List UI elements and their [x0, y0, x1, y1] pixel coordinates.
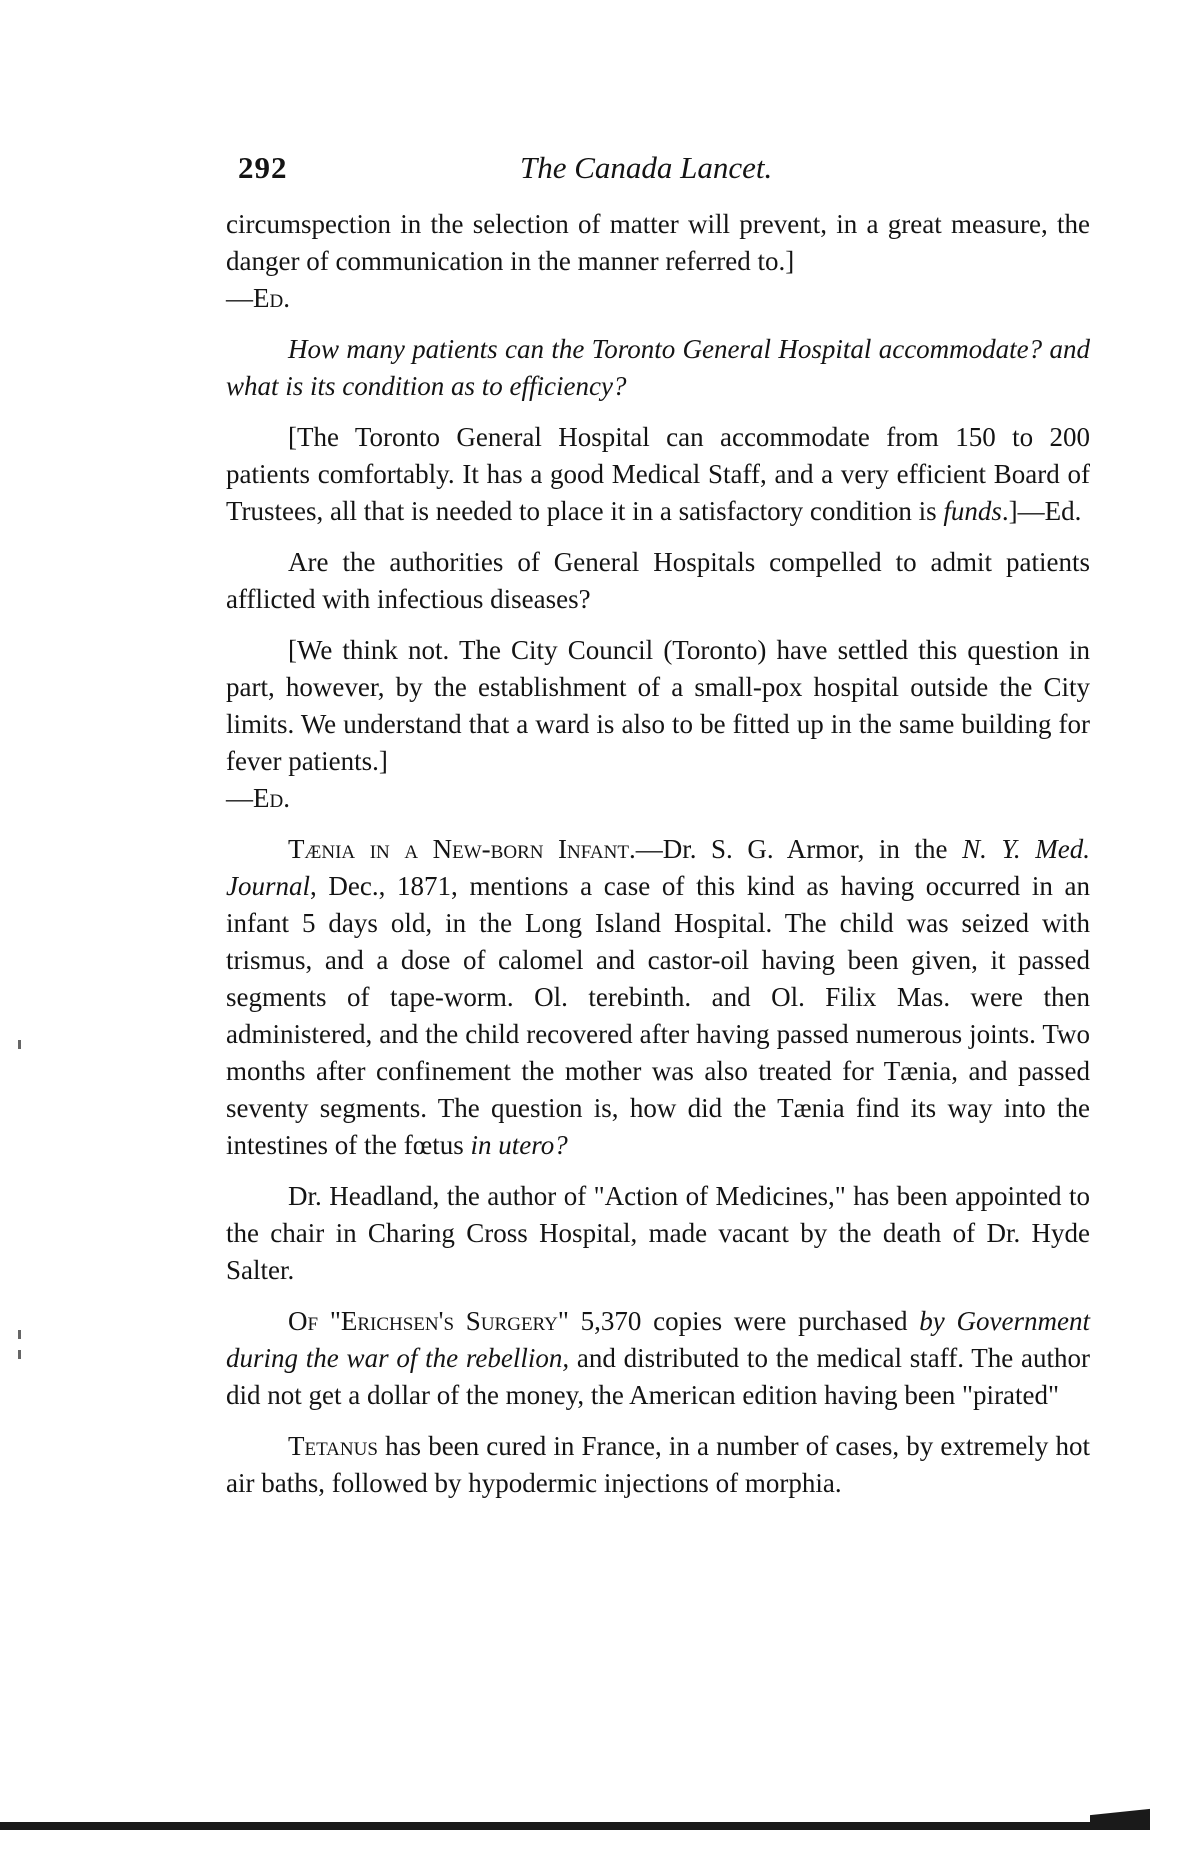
article-taenia — [226, 831, 1090, 1164]
article-tetanus — [226, 1428, 1090, 1502]
scan-mark — [18, 1330, 21, 1339]
editor-signature: —Ed. — [226, 783, 290, 813]
emphasis-government: by Government during the war of the rebellion, — [226, 1306, 1090, 1373]
page-header — [238, 150, 1090, 190]
question-infectious-diseases — [226, 544, 1090, 618]
article-headland — [226, 1178, 1090, 1289]
emphasis-in-utero: in utero? — [470, 1130, 568, 1160]
paragraph-text: , Dec., 1871, mentions a case of this kind as having occurred in an infant 5 days old, in the Long Island Hospital. The child was seized with trismus, and a dose of calomel and castor-oil having been given, it passed segments of tape-worm. Ol. terebinth. and Ol. Filix Mas. were then administered, and the child recovered after having passed numerous joints. Two months after confinement the mother was also treated for Tænia, and passed seventy segments. The question is, how did the Tænia find its way into the intestines of the fœtus — [226, 871, 1090, 1160]
paragraph-text: has been cured in France, in a number of cases, by extremely hot air baths, followed by hypodermic injections of morphia. — [226, 1431, 1090, 1498]
emphasis-funds: funds — [943, 496, 1002, 526]
paragraph-text: How many patients can the Toronto General Hospital accommodate? and what is its condition as to efficiency? — [226, 334, 1090, 401]
paragraph-text: and distributed to the medical staff. The author did not get a dollar of the money, the American edition having been "pirated" — [226, 1343, 1090, 1410]
answer-infectious-diseases — [226, 632, 1090, 817]
paragraph-text: Are the authorities of General Hospitals compelled to admit patients afflicted with infectious diseases? — [226, 547, 1090, 614]
paragraph-text: [We think not. The City Council (Toronto) have settled this question in part, however, by the establishment of a small-pox hospital outside the City limits. We understand that a ward is also to be fitted up in the same building for fever patients.] — [226, 635, 1090, 776]
paragraph-text: circumspection in the selection of matter will prevent, in a great measure, the danger of communication in the manner referred to.] — [226, 209, 1090, 276]
book-title: "Erichsen's Surgery" — [329, 1306, 569, 1336]
scan-mark — [18, 1350, 21, 1359]
answer-hospital-capacity — [226, 419, 1090, 530]
section-heading: Tetanus — [288, 1431, 378, 1461]
scan-mark — [18, 1040, 21, 1049]
article-body — [226, 206, 1090, 1516]
article-erichsen — [226, 1303, 1090, 1414]
journal-title: N. Y. Med. Journal — [226, 834, 1090, 901]
paragraph-text: [The Toronto General Hospital can accommodate from 150 to 200 patients comfortably. It has a good Medical Staff, and a very efficient Board of Trustees, all that is needed to place it in a satisfactory condition is — [226, 422, 1090, 526]
page-number: 292 — [238, 150, 288, 185]
question-hospital-capacity — [226, 331, 1090, 405]
paragraph-lead: Of — [288, 1306, 330, 1336]
section-heading: Tænia in a New-born Infant. — [288, 834, 636, 864]
paragraph-text: 5,370 copies were purchased — [568, 1306, 920, 1336]
paragraph-text: —Dr. S. G. Armor, in the — [635, 834, 963, 864]
paragraph-continuation — [226, 206, 1090, 317]
bottom-rule — [0, 1822, 1150, 1830]
editor-signature: —Ed. — [226, 283, 290, 313]
running-title: The Canada Lancet. — [520, 150, 773, 185]
editor-signature: .]—Ed. — [1001, 496, 1082, 526]
paragraph-text: Dr. Headland, the author of "Action of Medicines," has been appointed to the chair in Charing Cross Hospital, made vacant by the death of Dr. Hyde Salter. — [226, 1181, 1090, 1285]
